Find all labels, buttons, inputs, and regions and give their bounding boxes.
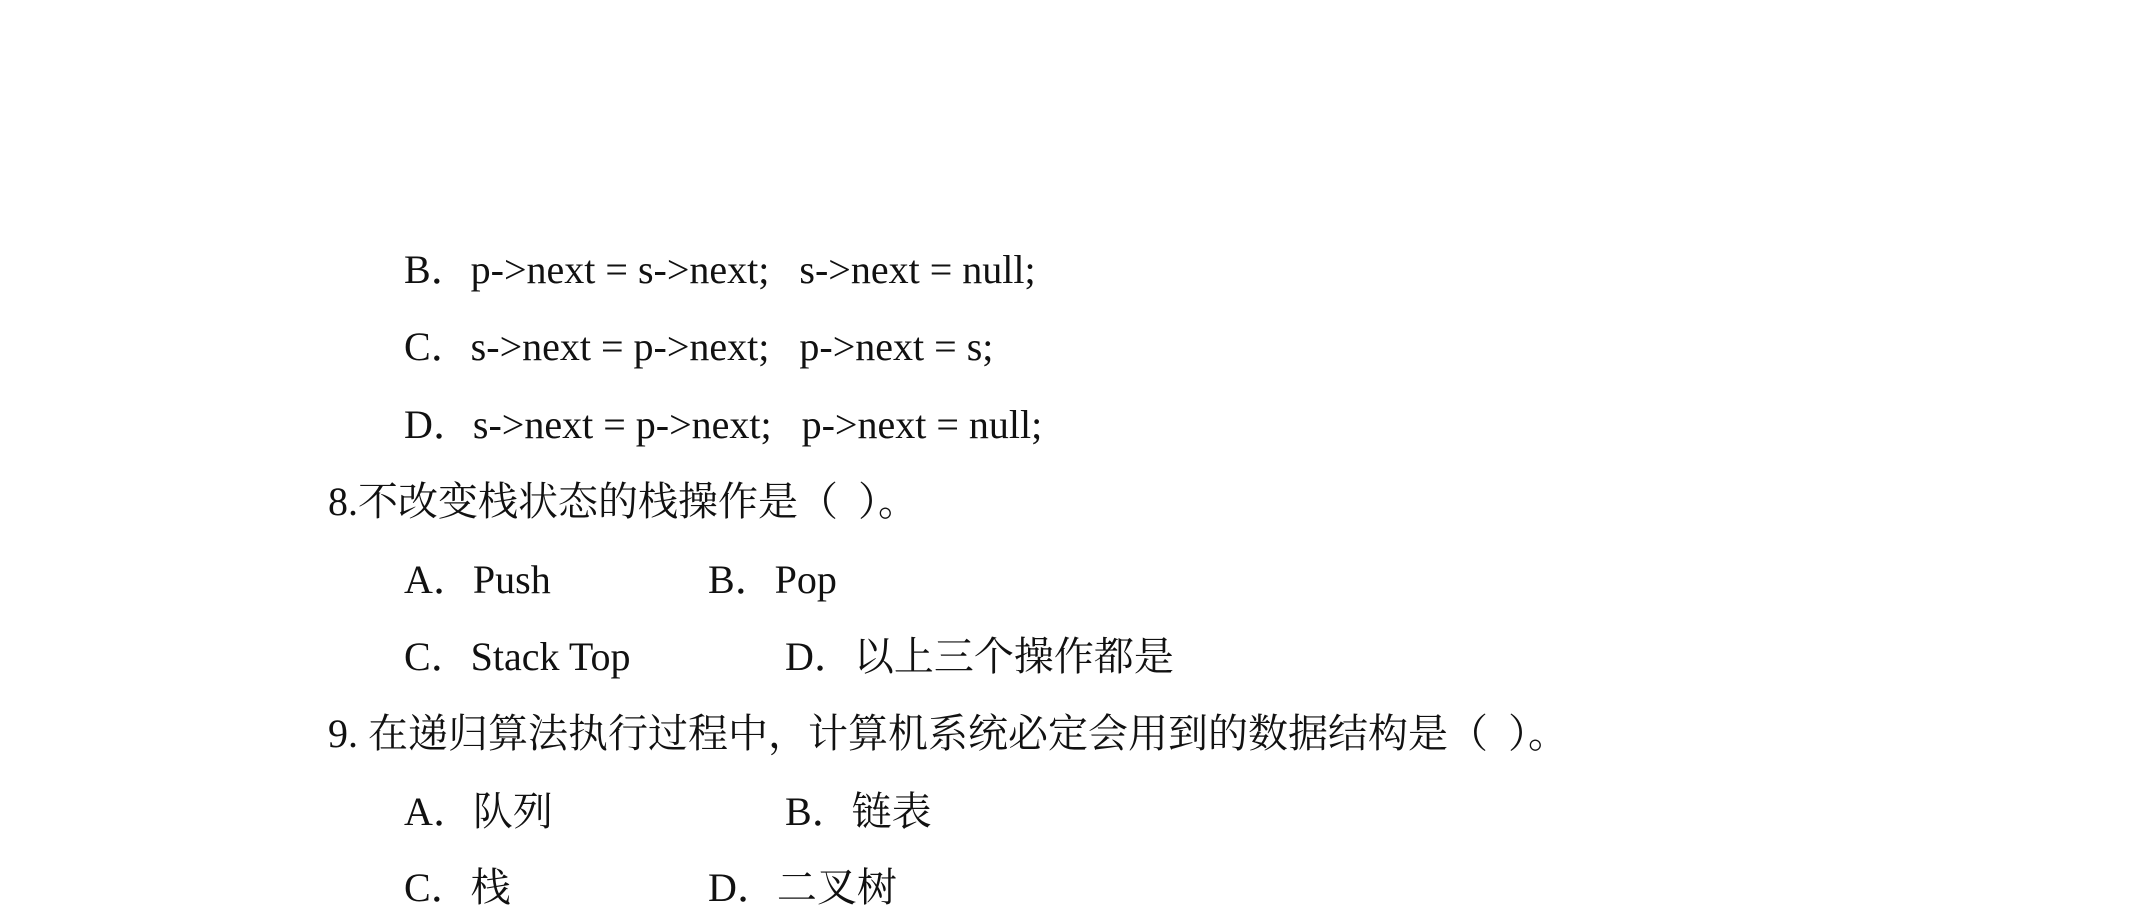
q8-option-d: D．以上三个操作都是 bbox=[785, 634, 1174, 679]
q7-option-c: C．s->next = p->next; p->next = s; bbox=[404, 324, 994, 369]
q8-option-c: C．Stack Top bbox=[404, 634, 631, 679]
q9-option-d: D．二叉树 bbox=[708, 865, 897, 910]
q8-option-a: A．Push bbox=[404, 557, 551, 602]
q9-option-a: A．队列 bbox=[404, 789, 553, 834]
q9-option-c: C．栈 bbox=[404, 865, 511, 910]
q8-question: 8.不改变栈状态的栈操作是（ ）。 bbox=[328, 479, 918, 524]
q7-option-d: D．s->next = p->next; p->next = null; bbox=[404, 402, 1043, 447]
q9-question: 9. 在递归算法执行过程中，计算机系统必定会用到的数据结构是（ ）。 bbox=[328, 711, 1568, 756]
q7-option-b: B．p->next = s->next; s->next = null; bbox=[404, 247, 1036, 292]
q8-option-b: B．Pop bbox=[708, 557, 837, 602]
q9-option-b: B．链表 bbox=[785, 789, 932, 834]
